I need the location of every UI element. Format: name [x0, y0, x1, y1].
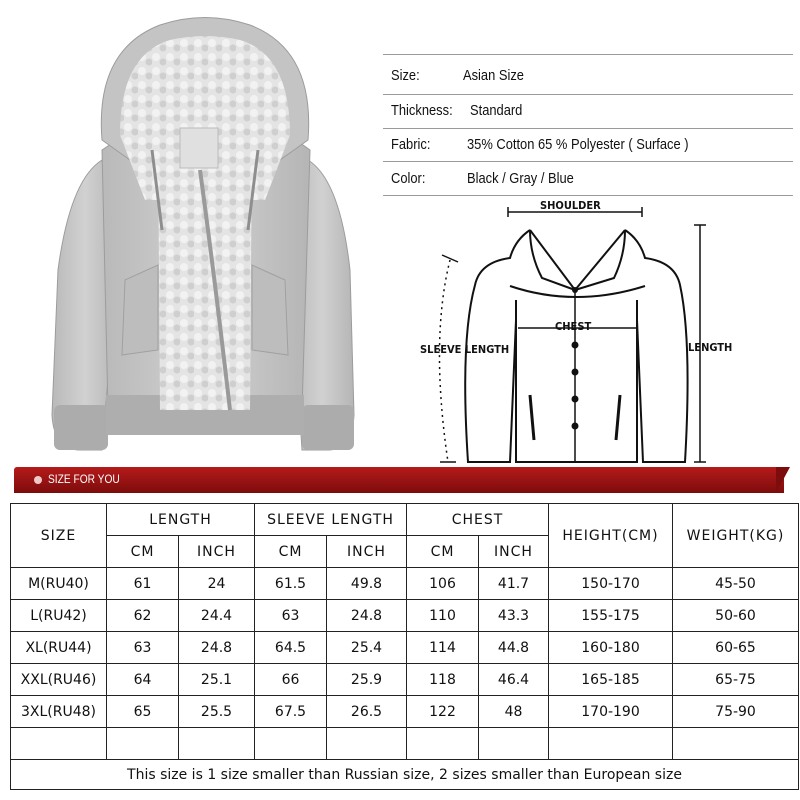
weight-cell: 45-50 [673, 568, 799, 600]
empty-cell [255, 728, 327, 760]
table-row [11, 568, 799, 600]
sleeve-inch-cell: 49.8 [327, 568, 407, 600]
chest-cm-cell: 114 [407, 632, 479, 664]
sleeve-cm-cell: 61.5 [255, 568, 327, 600]
weight-header: WEIGHT(KG) [673, 504, 799, 568]
sleeve-cm-cell: 64.5 [255, 632, 327, 664]
diagram-shoulder-label: SHOULDER [540, 199, 601, 212]
weight-cell: 75-90 [673, 696, 799, 728]
sleeve-inch-header: INCH [327, 536, 407, 568]
sleeve-inch-cell: 25.9 [327, 664, 407, 696]
jacket-measurement-diagram [430, 200, 760, 470]
size-footnote: This size is 1 size smaller than Russian size, 2 sizes smaller than European size [11, 760, 799, 790]
length-inch-cell: 25.1 [179, 664, 255, 696]
size-banner [14, 467, 784, 493]
height-cell: 170-190 [549, 696, 673, 728]
length-inch-cell: 24.4 [179, 600, 255, 632]
size-header: SIZE [11, 504, 107, 568]
spec-color-value: Black / Gray / Blue [467, 170, 574, 187]
chest-inch-cell: 41.7 [479, 568, 549, 600]
length-cm-cell: 64 [107, 664, 179, 696]
length-inch-cell: 25.5 [179, 696, 255, 728]
sleeve-cm-cell: 66 [255, 664, 327, 696]
length-cm-cell: 62 [107, 600, 179, 632]
empty-cell [11, 728, 107, 760]
length-cm-cell: 65 [107, 696, 179, 728]
length-header: LENGTH [107, 504, 255, 536]
weight-cell: 50-60 [673, 600, 799, 632]
table-row [11, 632, 799, 664]
sleeve-inch-cell: 25.4 [327, 632, 407, 664]
sleeve-cm-header: CM [255, 536, 327, 568]
sleeve-inch-cell: 26.5 [327, 696, 407, 728]
chest-cm-cell: 110 [407, 600, 479, 632]
empty-cell [479, 728, 549, 760]
empty-cell [107, 728, 179, 760]
height-cell: 150-170 [549, 568, 673, 600]
spec-divider [383, 128, 793, 129]
height-cell: 155-175 [549, 600, 673, 632]
chest-header: CHEST [407, 504, 549, 536]
chest-cm-cell: 106 [407, 568, 479, 600]
table-row-empty [11, 728, 799, 760]
empty-cell [407, 728, 479, 760]
spec-thickness-value: Standard [470, 102, 523, 119]
chest-inch-header: INCH [479, 536, 549, 568]
size-cell: XXL(RU46) [11, 664, 107, 696]
weight-cell: 60-65 [673, 632, 799, 664]
height-header: HEIGHT(CM) [549, 504, 673, 568]
length-inch-header: INCH [179, 536, 255, 568]
height-cell: 165-185 [549, 664, 673, 696]
length-inch-cell: 24.8 [179, 632, 255, 664]
chest-inch-cell: 44.8 [479, 632, 549, 664]
size-cell: L(RU42) [11, 600, 107, 632]
sleeve-inch-cell: 24.8 [327, 600, 407, 632]
spec-divider [383, 94, 793, 95]
spec-color-label: Color: [391, 170, 426, 187]
height-cell: 160-180 [549, 632, 673, 664]
weight-cell: 65-75 [673, 664, 799, 696]
empty-cell [179, 728, 255, 760]
size-cell: 3XL(RU48) [11, 696, 107, 728]
diagram-length-label: LENGTH [688, 341, 733, 354]
empty-cell [673, 728, 799, 760]
empty-cell [549, 728, 673, 760]
length-inch-cell: 24 [179, 568, 255, 600]
spec-divider [383, 195, 793, 196]
chest-inch-cell: 43.3 [479, 600, 549, 632]
chest-inch-cell: 48 [479, 696, 549, 728]
empty-cell [327, 728, 407, 760]
banner-tail [776, 467, 790, 493]
chest-cm-cell: 118 [407, 664, 479, 696]
diagram-chest-label: CHEST [555, 320, 592, 333]
table-row [11, 664, 799, 696]
length-cm-cell: 63 [107, 632, 179, 664]
chest-cm-header: CM [407, 536, 479, 568]
spec-fabric-value: 35% Cotton 65 % Polyester ( Surface ) [467, 136, 689, 153]
sleeve-cm-cell: 63 [255, 600, 327, 632]
length-cm-header: CM [107, 536, 179, 568]
sleeve-length-header: SLEEVE LENGTH [255, 504, 407, 536]
spec-divider [383, 161, 793, 162]
spec-size-value: Asian Size [463, 67, 524, 84]
size-cell: XL(RU44) [11, 632, 107, 664]
spec-size-label: Size: [391, 67, 420, 84]
hoodie-product-image [40, 10, 370, 460]
spec-thickness-label: Thickness: [391, 102, 453, 119]
spec-fabric-label: Fabric: [391, 136, 431, 153]
banner-title: SIZE FOR YOU [48, 472, 120, 486]
sleeve-cm-cell: 67.5 [255, 696, 327, 728]
length-cm-cell: 61 [107, 568, 179, 600]
size-cell: M(RU40) [11, 568, 107, 600]
chest-cm-cell: 122 [407, 696, 479, 728]
size-table [10, 503, 799, 790]
diagram-sleeve-length-label: SLEEVE LENGTH [420, 343, 510, 356]
table-row [11, 600, 799, 632]
banner-bullet-icon [34, 476, 42, 484]
table-row [11, 696, 799, 728]
chest-inch-cell: 46.4 [479, 664, 549, 696]
spec-divider [383, 54, 793, 55]
